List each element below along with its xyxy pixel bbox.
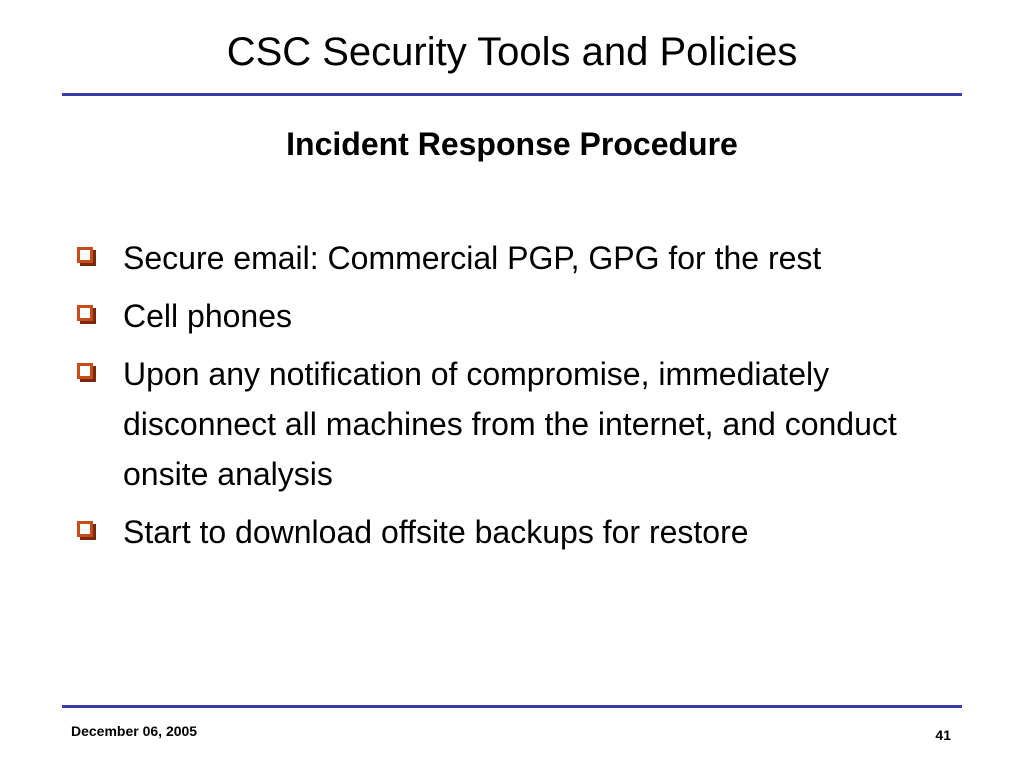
bottom-divider <box>62 705 962 708</box>
page-number: 41 <box>935 727 951 743</box>
bullet-item <box>76 507 956 557</box>
hollow-square-bullet-icon <box>76 304 98 326</box>
slide-title: CSC Security Tools and Policies <box>226 30 798 74</box>
bullet-item <box>76 349 956 499</box>
footer-date: December 06, 2005 <box>71 723 198 739</box>
hollow-square-bullet-icon <box>76 246 98 268</box>
bullet-list <box>76 233 956 565</box>
slide-subtitle: Incident Response Procedure <box>286 126 738 162</box>
bullet-text: Upon any notification of compromise, immediately disconnect all machines from the internet, and conduct onsite analysis <box>123 356 897 492</box>
hollow-square-bullet-icon <box>76 362 98 384</box>
bullet-text: Start to download offsite backups for restore <box>123 514 749 550</box>
bullet-item <box>76 291 956 341</box>
bullet-text: Secure email: Commercial PGP, GPG for the rest <box>123 240 822 276</box>
hollow-square-bullet-icon <box>76 520 98 542</box>
bullet-text: Cell phones <box>123 298 292 334</box>
bullet-item <box>76 233 956 283</box>
top-divider <box>62 93 962 96</box>
